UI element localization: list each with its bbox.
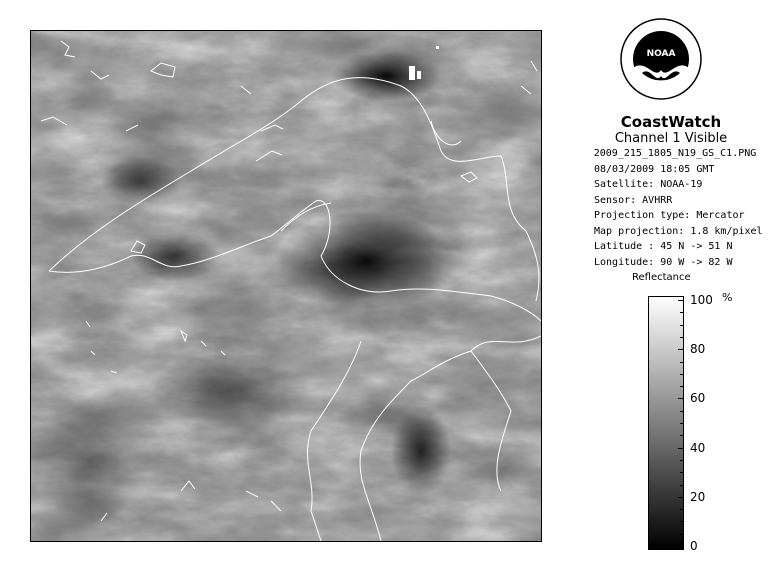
sensor-label: Sensor: AVHRR (594, 194, 673, 206)
colorbar-minor-tick (680, 374, 684, 375)
satellite-label: Satellite: NOAA-19 (594, 179, 703, 190)
colorbar-minor-tick (680, 349, 684, 350)
svg-text:NOAA: NOAA (646, 49, 676, 59)
coastwatch-title: CoastWatch (620, 113, 722, 131)
colorbar-unit: % (722, 291, 733, 304)
colorbar-minor-tick (680, 497, 684, 498)
colorbar-title: Reflectance (632, 272, 691, 283)
colorbar-minor-tick (680, 534, 684, 535)
colorbar-minor-tick (680, 300, 684, 301)
colorbar-minor-tick (680, 423, 684, 424)
colorbar-tick-label: 20 (690, 489, 706, 504)
colorbar-minor-tick (680, 411, 684, 412)
colorbar-minor-tick (680, 386, 684, 387)
colorbar-minor-tick (680, 435, 684, 436)
longitude-label: Longitude: 90 W -> 82 W (594, 256, 733, 268)
colorbar-minor-tick (680, 362, 684, 363)
cloud-imagery (31, 31, 541, 541)
satellite-image[interactable] (30, 30, 542, 542)
colorbar-minor-tick (680, 485, 684, 486)
filename-label: 2009_215_1805_N19_GS_C1.PNG (593, 148, 757, 159)
colorbar-tick-label: 0 (690, 539, 698, 553)
colorbar-minor-tick (680, 337, 684, 338)
reflectance-colorbar (648, 296, 684, 550)
colorbar-minor-tick (680, 521, 684, 522)
colorbar-tick-label: 80 (690, 342, 706, 357)
projection-label: Projection type: Mercator (594, 210, 745, 221)
datetime-label: 08/03/2009 18:05 GMT (594, 163, 715, 175)
colorbar-tick-label: 100 (690, 293, 713, 307)
colorbar-minor-tick (680, 472, 684, 473)
colorbar-minor-tick (680, 509, 684, 510)
channel-label: Channel 1 Visible (614, 131, 728, 146)
colorbar-minor-tick (680, 546, 684, 547)
colorbar-minor-tick (680, 325, 684, 326)
colorbar-tick-label: 40 (690, 440, 706, 455)
noaa-logo (620, 18, 702, 104)
colorbar-minor-tick (680, 398, 684, 399)
latitude-label: Latitude : 45 N -> 51 N (594, 241, 733, 252)
colorbar-minor-tick (680, 460, 684, 461)
colorbar-minor-tick (680, 312, 684, 313)
colorbar-tick-label: 60 (690, 391, 706, 406)
colorbar-minor-tick (680, 448, 684, 449)
resolution-label: Map projection: 1.8 km/pixel (594, 225, 763, 237)
